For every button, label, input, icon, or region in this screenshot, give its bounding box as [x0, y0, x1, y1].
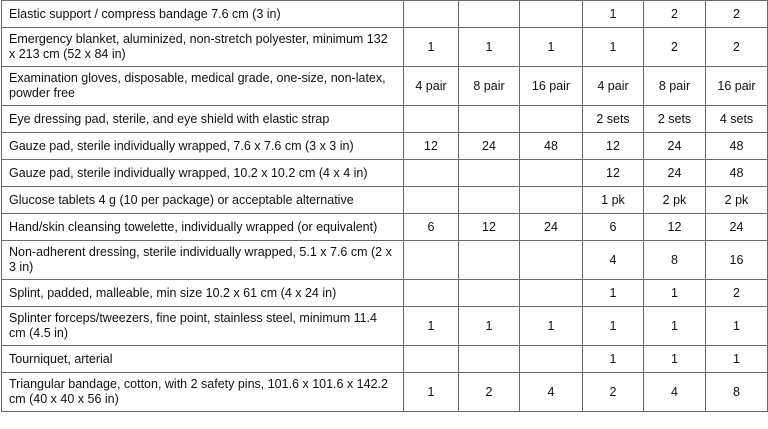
- quantity-cell: 1: [404, 373, 459, 412]
- quantity-cell: [520, 160, 583, 187]
- quantity-cell: [520, 187, 583, 214]
- quantity-cell: 1: [404, 307, 459, 346]
- quantity-cell: 16 pair: [706, 67, 768, 106]
- table-row: [2, 106, 768, 133]
- quantity-cell: 2: [459, 373, 520, 412]
- quantity-cell: 2 pk: [644, 187, 706, 214]
- quantity-cell: 1: [520, 307, 583, 346]
- table-row: [2, 1, 768, 28]
- quantity-cell: 1: [520, 28, 583, 67]
- quantity-cell: [459, 280, 520, 307]
- table-row: [2, 67, 768, 106]
- quantity-cell: [459, 106, 520, 133]
- quantity-cell: [459, 346, 520, 373]
- quantity-cell: 8 pair: [644, 67, 706, 106]
- quantity-cell: [404, 160, 459, 187]
- table-row: [2, 187, 768, 214]
- quantity-cell: [459, 241, 520, 280]
- table-row: [2, 28, 768, 67]
- quantity-cell: [404, 1, 459, 28]
- quantity-cell: 1: [583, 307, 644, 346]
- item-description-cell: Eye dressing pad, sterile, and eye shield with elastic strap: [2, 106, 404, 133]
- quantity-cell: 48: [520, 133, 583, 160]
- quantity-cell: 1: [404, 28, 459, 67]
- item-description-cell: Gauze pad, sterile individually wrapped, 7.6 x 7.6 cm (3 x 3 in): [2, 133, 404, 160]
- quantity-cell: 12: [459, 214, 520, 241]
- item-description-cell: Gauze pad, sterile individually wrapped, 10.2 x 10.2 cm (4 x 4 in): [2, 160, 404, 187]
- quantity-cell: 8 pair: [459, 67, 520, 106]
- quantity-cell: 1 pk: [583, 187, 644, 214]
- table-row: [2, 307, 768, 346]
- quantity-cell: 8: [706, 373, 768, 412]
- quantity-cell: 1: [583, 280, 644, 307]
- quantity-cell: 2 sets: [583, 106, 644, 133]
- quantity-cell: [404, 187, 459, 214]
- table-row: [2, 280, 768, 307]
- item-description-cell: Tourniquet, arterial: [2, 346, 404, 373]
- item-description-cell: Splinter forceps/tweezers, fine point, stainless steel, minimum 11.4 cm (4.5 in): [2, 307, 404, 346]
- quantity-cell: [404, 106, 459, 133]
- quantity-cell: 4 pair: [583, 67, 644, 106]
- quantity-cell: 2: [583, 373, 644, 412]
- item-description-cell: Non-adherent dressing, sterile individually wrapped, 5.1 x 7.6 cm (2 x 3 in): [2, 241, 404, 280]
- quantity-cell: 1: [644, 346, 706, 373]
- quantity-cell: 1: [459, 307, 520, 346]
- quantity-cell: 24: [706, 214, 768, 241]
- table-row: [2, 214, 768, 241]
- item-description-cell: Glucose tablets 4 g (10 per package) or acceptable alternative: [2, 187, 404, 214]
- quantity-cell: 4: [583, 241, 644, 280]
- table-row: [2, 346, 768, 373]
- quantity-cell: 1: [644, 280, 706, 307]
- quantity-cell: [404, 346, 459, 373]
- quantity-cell: 48: [706, 160, 768, 187]
- quantity-cell: 1: [644, 307, 706, 346]
- quantity-cell: [520, 346, 583, 373]
- quantity-cell: [459, 1, 520, 28]
- quantity-cell: 2: [706, 1, 768, 28]
- quantity-cell: 12: [583, 160, 644, 187]
- quantity-cell: [404, 280, 459, 307]
- table-row: [2, 160, 768, 187]
- quantity-cell: 2: [644, 1, 706, 28]
- quantity-cell: [404, 241, 459, 280]
- supplies-table: [1, 0, 768, 412]
- quantity-cell: 1: [583, 28, 644, 67]
- quantity-cell: 2 sets: [644, 106, 706, 133]
- quantity-cell: 12: [583, 133, 644, 160]
- quantity-cell: 2 pk: [706, 187, 768, 214]
- quantity-cell: 2: [644, 28, 706, 67]
- table-row: [2, 373, 768, 412]
- quantity-cell: 1: [706, 307, 768, 346]
- item-description-cell: Splint, padded, malleable, min size 10.2 x 61 cm (4 x 24 in): [2, 280, 404, 307]
- table-row: [2, 241, 768, 280]
- quantity-cell: 4 sets: [706, 106, 768, 133]
- quantity-cell: 1: [459, 28, 520, 67]
- quantity-cell: 24: [644, 160, 706, 187]
- quantity-cell: 16: [706, 241, 768, 280]
- quantity-cell: [520, 280, 583, 307]
- item-description-cell: Emergency blanket, aluminized, non-stretch polyester, minimum 132 x 213 cm (52 x 84 in): [2, 28, 404, 67]
- item-description-cell: Examination gloves, disposable, medical grade, one-size, non-latex, powder free: [2, 67, 404, 106]
- quantity-cell: 12: [644, 214, 706, 241]
- table-row: [2, 133, 768, 160]
- quantity-cell: [520, 1, 583, 28]
- quantity-cell: 1: [583, 346, 644, 373]
- quantity-cell: [459, 160, 520, 187]
- quantity-cell: [520, 241, 583, 280]
- quantity-cell: 1: [706, 346, 768, 373]
- item-description-cell: Hand/skin cleansing towelette, individually wrapped (or equivalent): [2, 214, 404, 241]
- quantity-cell: 48: [706, 133, 768, 160]
- quantity-cell: 4 pair: [404, 67, 459, 106]
- quantity-cell: 24: [520, 214, 583, 241]
- quantity-cell: 6: [404, 214, 459, 241]
- quantity-cell: 2: [706, 280, 768, 307]
- quantity-cell: 16 pair: [520, 67, 583, 106]
- quantity-cell: [520, 106, 583, 133]
- quantity-cell: 8: [644, 241, 706, 280]
- item-description-cell: Triangular bandage, cotton, with 2 safety pins, 101.6 x 101.6 x 142.2 cm (40 x 40 x 56 in): [2, 373, 404, 412]
- quantity-cell: 4: [644, 373, 706, 412]
- quantity-cell: 24: [459, 133, 520, 160]
- quantity-cell: 1: [583, 1, 644, 28]
- quantity-cell: 12: [404, 133, 459, 160]
- quantity-cell: 2: [706, 28, 768, 67]
- quantity-cell: 6: [583, 214, 644, 241]
- table-body: [2, 1, 768, 412]
- quantity-cell: 4: [520, 373, 583, 412]
- quantity-cell: 24: [644, 133, 706, 160]
- quantity-cell: [459, 187, 520, 214]
- item-description-cell: Elastic support / compress bandage 7.6 cm (3 in): [2, 1, 404, 28]
